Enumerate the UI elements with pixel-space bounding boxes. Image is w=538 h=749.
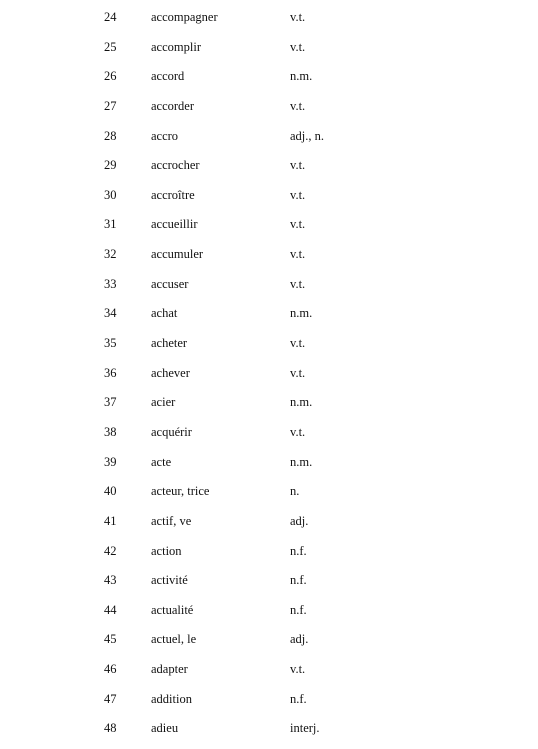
- list-item: [0, 270, 538, 300]
- entry-word: accrocher: [151, 158, 200, 173]
- entry-part-of-speech: v.t.: [290, 158, 306, 173]
- entry-part-of-speech: adj., n.: [290, 128, 325, 143]
- entry-number: 35: [104, 336, 117, 351]
- entry-word: achat: [151, 306, 178, 321]
- list-item: [0, 299, 538, 329]
- list-item: [0, 477, 538, 507]
- entry-part-of-speech: n.f.: [290, 691, 307, 706]
- entry-word: accompagner: [151, 10, 218, 24]
- entry-number: 48: [104, 721, 117, 736]
- entry-word: acteur, trice: [151, 484, 210, 499]
- entry-word: accroître: [151, 187, 195, 202]
- entry-number: 45: [104, 632, 117, 647]
- entry-word: accuser: [151, 276, 189, 291]
- entry-part-of-speech: v.t.: [290, 276, 306, 291]
- entry-word: accord: [151, 69, 185, 84]
- entry-part-of-speech: n.f.: [290, 602, 307, 617]
- entry-number: 28: [104, 128, 117, 143]
- entry-part-of-speech: adj.: [290, 513, 309, 528]
- entry-number: 32: [104, 247, 117, 262]
- list-item: [0, 388, 538, 418]
- entry-number: 38: [104, 424, 117, 439]
- entry-word: accumuler: [151, 247, 204, 262]
- entry-number: 40: [104, 484, 117, 499]
- entry-number: 39: [104, 454, 117, 469]
- entry-word: acquérir: [151, 424, 192, 439]
- list-item: [0, 537, 538, 567]
- entry-part-of-speech: v.t.: [290, 39, 306, 54]
- entry-word: action: [151, 543, 182, 558]
- entry-part-of-speech: v.t.: [290, 247, 306, 262]
- entry-part-of-speech: v.t.: [290, 662, 306, 677]
- entry-part-of-speech: n.m.: [290, 395, 313, 410]
- list-item: [0, 625, 538, 655]
- entry-word: accorder: [151, 98, 195, 113]
- entry-number: 31: [104, 217, 117, 232]
- list-item: [0, 122, 538, 152]
- entry-part-of-speech: n.: [290, 484, 300, 499]
- entry-word: accro: [151, 128, 179, 143]
- entry-number: 47: [104, 691, 117, 706]
- entry-number: 34: [104, 306, 117, 321]
- entry-number: 29: [104, 158, 117, 173]
- entry-number: 33: [104, 276, 117, 291]
- list-item: [0, 33, 538, 63]
- entry-number: 46: [104, 662, 117, 677]
- entry-number: 44: [104, 602, 117, 617]
- entry-word: addition: [151, 691, 192, 706]
- entry-part-of-speech: v.t.: [290, 98, 306, 113]
- entry-part-of-speech: v.t.: [290, 187, 306, 202]
- entry-word: actuel, le: [151, 632, 197, 647]
- entry-word: accomplir: [151, 39, 201, 54]
- list-item: [0, 359, 538, 389]
- list-item: [0, 92, 538, 122]
- entry-word: accueillir: [151, 217, 198, 232]
- entry-word: activité: [151, 573, 188, 588]
- entry-word: acte: [151, 454, 172, 469]
- entry-number: 42: [104, 543, 117, 558]
- list-item: [0, 210, 538, 240]
- entry-number: 25: [104, 39, 117, 54]
- entry-part-of-speech: n.m.: [290, 454, 313, 469]
- list-item: [0, 596, 538, 626]
- entry-part-of-speech: n.f.: [290, 573, 307, 588]
- entry-part-of-speech: v.t.: [290, 10, 306, 24]
- entry-part-of-speech: interj.: [290, 721, 320, 736]
- entry-number: 30: [104, 187, 117, 202]
- list-item: [0, 151, 538, 181]
- entry-part-of-speech: v.t.: [290, 424, 306, 439]
- entry-part-of-speech: adj.: [290, 632, 309, 647]
- entry-number: 37: [104, 395, 117, 410]
- list-item: [0, 685, 538, 715]
- entry-part-of-speech: n.m.: [290, 69, 313, 84]
- entry-number: 27: [104, 98, 117, 113]
- entry-part-of-speech: n.f.: [290, 543, 307, 558]
- entry-number: 26: [104, 69, 117, 84]
- entry-word: adapter: [151, 662, 188, 677]
- list-item: [0, 240, 538, 270]
- entry-word: acier: [151, 395, 176, 410]
- entry-number: 43: [104, 573, 117, 588]
- list-item: [0, 181, 538, 211]
- list-item: [0, 448, 538, 478]
- word-list: [0, 3, 538, 744]
- list-item: [0, 3, 538, 33]
- entry-word: achever: [151, 365, 190, 380]
- list-item: [0, 418, 538, 448]
- entry-word: actualité: [151, 602, 194, 617]
- entry-number: 36: [104, 365, 117, 380]
- list-item: [0, 566, 538, 596]
- entry-number: 41: [104, 513, 117, 528]
- entry-word: actif, ve: [151, 513, 192, 528]
- entry-part-of-speech: v.t.: [290, 336, 306, 351]
- list-item: [0, 329, 538, 359]
- list-item: [0, 507, 538, 537]
- list-item: [0, 714, 538, 744]
- entry-word: adieu: [151, 721, 179, 736]
- list-item: [0, 62, 538, 92]
- entry-number: 24: [104, 10, 117, 24]
- entry-part-of-speech: v.t.: [290, 217, 306, 232]
- entry-part-of-speech: n.m.: [290, 306, 313, 321]
- entry-word: acheter: [151, 336, 188, 351]
- entry-part-of-speech: v.t.: [290, 365, 306, 380]
- list-item: [0, 655, 538, 685]
